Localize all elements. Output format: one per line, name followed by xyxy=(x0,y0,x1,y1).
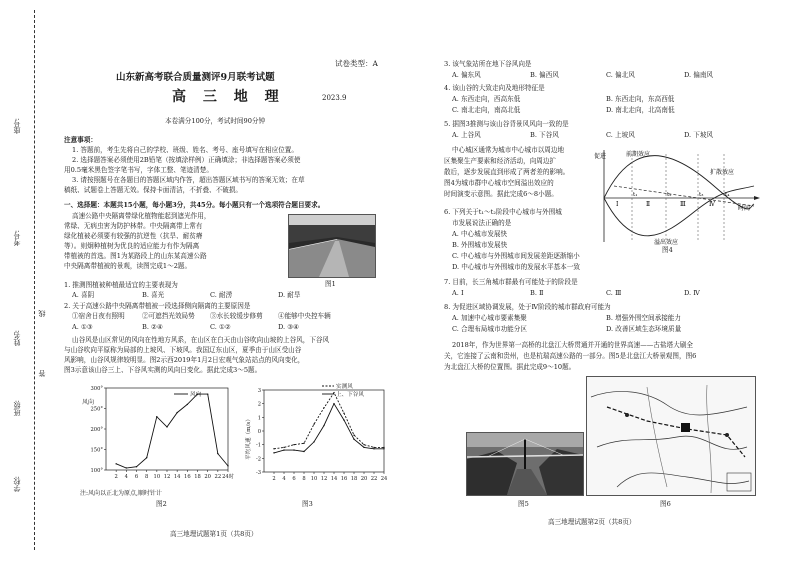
x-tick-label: 14 xyxy=(173,474,181,480)
data-point xyxy=(126,467,127,468)
data-point xyxy=(136,466,137,467)
note-line: 3. 请按照题号在各题目的答题区域内作答，超出答题区域书写的答案无效；在草 xyxy=(72,176,305,184)
q6-option-c: C. 中心城市与外围城市间发展差距逐渐缩小 xyxy=(452,252,580,260)
y-tick-label: 1 xyxy=(257,415,261,422)
y-tick-label: -3 xyxy=(255,470,261,476)
x-tick-label: 10 xyxy=(153,474,161,480)
exam-number-label: 考号: xyxy=(13,230,21,247)
data-point xyxy=(283,447,284,448)
passage4-line: 为北盘江大桥的位置图。据此完成9～10题。 xyxy=(444,363,576,371)
question-7: 7. 目前，长三角城市群最有可能处于的阶段是 xyxy=(444,278,578,286)
q6-option-a: A. 中心城市发展快 xyxy=(452,230,508,238)
y-tick-label: 300° xyxy=(90,386,103,392)
data-point xyxy=(273,452,274,453)
q5-option-c: C. 上坡风 xyxy=(606,131,635,139)
dash-word: 线 xyxy=(38,310,46,317)
question-5: 5. 据图3推测与该山谷背景风风向一致的是 xyxy=(444,120,569,128)
q8-option-b: B. 增强外围空间承接能力 xyxy=(606,314,681,322)
stage-label: Ⅱ xyxy=(646,201,651,208)
figure-3-wind-speed-chart xyxy=(240,378,395,488)
y-tick-label: -1 xyxy=(255,442,261,449)
tick-label: t₁ xyxy=(633,192,638,198)
data-point xyxy=(343,419,344,420)
tick-label: t₂ xyxy=(667,192,672,198)
score-time: 本卷满分100分，考试时间90分钟 xyxy=(165,117,266,125)
note-line: 2. 选择题答案必须使用2B铅笔（按填涂样例）正确填涂；非选择题答案必须使 xyxy=(72,156,301,164)
figure-3-caption: 图3 xyxy=(302,500,313,508)
q8-option-a: A. 加速中心城市要素集聚 xyxy=(452,314,527,322)
y-tick-label: 2 xyxy=(257,401,261,408)
dash-word: 答 xyxy=(38,370,46,377)
figure-1-caption: 图1 xyxy=(325,280,336,288)
effect-curve-lower xyxy=(604,186,754,236)
passage2-line: 风影响，山谷风规律较明显。图2示西2019年1月2日宏观气象站站点的风向变化， xyxy=(64,356,305,364)
plot-frame xyxy=(264,390,384,472)
y-tick-label: 200° xyxy=(90,427,103,433)
series-line xyxy=(274,404,384,453)
passage1-line: 常绿、无病虫害为防护林带。中央隔离带上常有 xyxy=(64,222,203,230)
q2-option-b: B. ②④ xyxy=(142,323,163,331)
q3-option-a: A. 偏东风 xyxy=(452,71,481,79)
legend-label: 上、下谷风 xyxy=(336,392,364,398)
data-point xyxy=(166,426,167,427)
name-label: 姓名: xyxy=(13,330,21,347)
x-tick-label: 10 xyxy=(310,476,318,482)
q1-option-c: C. 耐涝 xyxy=(210,291,233,299)
passage3-line: 时间演变示意图。据此完成6～8小题。 xyxy=(444,190,558,198)
passage4-line: 2018年，作为世界第一高桥的北盘江大桥贯通并开通的世界高速——古盐塔大刷全 xyxy=(452,341,693,349)
q2-statement: ③水长较缓步修剪 xyxy=(210,312,263,320)
x-tick-label: 22 xyxy=(214,474,222,480)
x-axis-label: 时间 xyxy=(738,205,751,212)
data-point xyxy=(333,392,334,393)
data-point xyxy=(313,441,314,442)
legend-label: 风向 xyxy=(190,392,202,398)
passage4-line: 关，它连接了云南和贵州，也是杭瑞高速公路的一部分。图5是北盘江大桥景观图，图6 xyxy=(444,352,697,360)
x-tick-label: 6 xyxy=(134,474,139,480)
data-point xyxy=(323,425,324,426)
passage3-line: 中心城区通常为城市中心城市以周边地 xyxy=(452,146,565,154)
note-line: 用0.5毫米黑色签字笔书写，字体工整、笔迹清楚。 xyxy=(64,166,213,174)
passage2-line: 与山谷吹向平原称为局部的上坡风、下坡风。我国辽东山区，夏季由于山区受山谷 xyxy=(64,346,302,354)
figure-4-caption: 图4 xyxy=(662,246,673,254)
legend-label: 实测风 xyxy=(336,384,353,390)
q4-option-c: C. 南北走向，南高北低 xyxy=(452,106,521,114)
data-point xyxy=(146,457,147,458)
data-point xyxy=(115,463,116,464)
figure-1-highway-photo xyxy=(288,214,376,278)
label-left: 促进 xyxy=(594,153,607,160)
figure-6-location-map xyxy=(586,376,756,496)
q4-option-b: B. 东西走向，东高西低 xyxy=(606,95,675,103)
page-footer-right: 高三地理试题第2页（共8页） xyxy=(548,518,636,526)
plot-frame xyxy=(106,388,228,470)
x-tick-label: 12 xyxy=(163,474,171,480)
data-point xyxy=(323,407,324,408)
question-4: 4. 该山谷的大致走向及地形特征是 xyxy=(444,84,545,92)
seat-number-label: 座号: xyxy=(13,118,21,135)
x-tick-label: 4 xyxy=(124,474,128,480)
q5-option-b: B. 下谷风 xyxy=(530,131,559,139)
passage3-line: 图4为城市群中心城市空间溢出效应的 xyxy=(444,179,554,187)
series-line xyxy=(274,393,384,449)
figure-2-wind-direction-chart xyxy=(78,378,238,486)
q2-statement: ④能够中央控车辆 xyxy=(278,312,331,320)
x-tick-label: 22 xyxy=(370,476,378,482)
q8-option-d: D. 改善区域生态环境质量 xyxy=(606,325,682,333)
data-point xyxy=(353,439,354,440)
tick-label: t₄ xyxy=(725,192,730,198)
class-label: 班级: xyxy=(13,400,21,417)
data-point xyxy=(207,393,208,394)
q5-option-d: D. 下坡风 xyxy=(684,131,714,139)
data-point xyxy=(217,453,218,454)
figure-6-caption: 图6 xyxy=(660,500,671,508)
y-axis-label: 风向 xyxy=(82,399,95,406)
x-tick-label: 8 xyxy=(302,476,306,482)
question-3: 3. 该气象站所在地下谷风向是 xyxy=(444,60,532,68)
label-diffusion: 扩散效应 xyxy=(710,169,735,176)
effect-curve-upper xyxy=(604,156,754,209)
data-point xyxy=(293,444,294,445)
label-spillover: 溢出效应 xyxy=(654,239,679,246)
q2-option-d: D. ③④ xyxy=(278,323,300,331)
stage-label: Ⅰ xyxy=(616,201,619,208)
x-tick-label: 8 xyxy=(145,474,149,480)
data-point xyxy=(373,447,374,448)
data-point xyxy=(363,447,364,448)
question-8: 8. 为促进区域协调发展，处于Ⅳ阶段的城市群政府可能为 xyxy=(444,303,611,311)
x-tick-label: 18 xyxy=(350,476,358,482)
q3-option-d: D. 偏南风 xyxy=(684,71,714,79)
q5-option-a: A. 上谷风 xyxy=(452,131,481,139)
figure-5-caption: 图5 xyxy=(518,500,529,508)
q2-option-c: C. ①② xyxy=(210,323,231,331)
q7-option-b: B. Ⅱ xyxy=(530,289,544,297)
series-line xyxy=(116,394,228,468)
subject-title: 高 三 地 理 xyxy=(172,89,285,105)
q4-option-d: D. 南北走向，北高南低 xyxy=(606,106,675,114)
data-point xyxy=(383,448,384,449)
q3-option-b: B. 偏西风 xyxy=(530,71,559,79)
passage1-line: 高速公路中央隔离带绿化植物能起到遮光作用， xyxy=(72,212,211,220)
data-point xyxy=(313,423,314,424)
note-line: 1. 答题前，考生先将自己的学校、班级、姓名、考号、座号填写在相应位置。 xyxy=(72,146,298,154)
y-tick-label: 250° xyxy=(90,406,103,413)
passage1-line: 绿化植被必须要有较强的抗逆性（抗旱、耐贫瘠 xyxy=(64,232,203,240)
y-tick-label: 0 xyxy=(257,429,261,435)
y-tick-label: 3 xyxy=(257,388,261,394)
tick-label: t₃ xyxy=(699,192,704,198)
data-point xyxy=(333,403,334,404)
q4-option-a: A. 东西走向，西高东低 xyxy=(452,95,521,103)
q7-option-d: D. Ⅳ xyxy=(684,289,700,297)
figure-5-bridge-photo xyxy=(466,432,584,496)
notes-title: 注意事项： xyxy=(64,136,97,144)
q6-option-d: D. 中心城市与外围城市的发展水平基本一致 xyxy=(452,263,580,271)
x-tick-label: 24 xyxy=(380,476,388,482)
data-point xyxy=(363,444,364,445)
passage1-line: 带植被的首选。图1为某路段上的山东某高速公路 xyxy=(64,252,207,260)
y-tick-label: 100° xyxy=(90,468,103,474)
x-tick-label: 4 xyxy=(282,476,286,482)
data-point xyxy=(383,447,384,448)
section1-heading: 一、选择题：本题共15小题，每小题3分，共45分。每小题只有一个选项符合题目要求。 xyxy=(64,201,325,209)
y-axis-label: 平均风速（m/s） xyxy=(246,416,252,460)
page-footer-left: 高三地理试题第1页（共8页） xyxy=(170,530,258,538)
q2-option-a: A. ①③ xyxy=(72,323,93,331)
q7-option-c: C. Ⅲ xyxy=(606,289,622,297)
passage3-line: 区集聚生产要素和经济活动，向周边扩 xyxy=(444,157,557,165)
y-tick-label: 150° xyxy=(90,447,103,454)
passage2-line: 山谷风是山区常见的风向在性地方风系，在山区在白天由山谷吹向山坡的上谷风，下谷风 xyxy=(72,336,330,344)
data-point xyxy=(227,465,228,466)
figure-2-note: 注:风向以正北为原点,顺时针计 xyxy=(80,490,162,497)
note-line: 稿纸、试题卷上答题无效。保持卡面清洁，不折叠、不破损。 xyxy=(64,186,243,194)
data-point xyxy=(176,412,177,413)
question-6-cont: 市发展说法正确的是 xyxy=(452,219,512,227)
passage1-line: 等）。则炯种植树为优良的适应能力有作为隔离 xyxy=(64,242,200,250)
data-point xyxy=(303,451,304,452)
question-1: 1. 推测图植被种植最适宜的主要表现为 xyxy=(64,281,178,289)
label-top: 前期效应 xyxy=(626,151,651,158)
data-point xyxy=(293,449,294,450)
data-point xyxy=(373,448,374,449)
figure-2-caption: 图2 xyxy=(156,500,167,508)
y-tick-label: -2 xyxy=(255,456,261,463)
x-tick-label: 2 xyxy=(114,474,118,480)
x-tick-label: 16 xyxy=(340,476,348,482)
data-point xyxy=(156,416,157,417)
data-point xyxy=(343,413,344,414)
data-point xyxy=(303,443,304,444)
x-axis-arrow xyxy=(754,196,760,200)
exam-title: 山东新高考联合质量测评9月联考试题 xyxy=(116,72,275,83)
passage2-line: 图3示意该山谷三上、下谷风实测的风向日变化。据此完成3～5题。 xyxy=(64,366,262,374)
data-point xyxy=(353,434,354,435)
x-tick-label: 24时 xyxy=(222,474,234,480)
stage-label: Ⅳ xyxy=(709,201,715,208)
passage3-line: 散后，逐步发展直到形成了两者差的影响。 xyxy=(444,168,570,176)
q1-option-a: A. 喜阴 xyxy=(72,291,95,299)
x-tick-label: 6 xyxy=(292,476,296,482)
q1-option-b: B. 喜光 xyxy=(142,291,165,299)
x-tick-label: 12 xyxy=(320,476,328,482)
question-6: 6. 下列关于t₁～t₂阶段中心城市与外围城 xyxy=(444,208,562,216)
exam-date: 2023.9 xyxy=(322,94,347,102)
x-tick-label: 20 xyxy=(204,474,211,480)
paper-type: 试卷类型：A xyxy=(335,59,378,68)
stage-label: Ⅲ xyxy=(680,201,686,208)
binding-dashed-line xyxy=(34,10,36,550)
data-point xyxy=(273,448,274,449)
q2-statement: ①宿舍日夜有照明 xyxy=(72,312,125,320)
x-tick-label: 14 xyxy=(330,476,338,482)
figure-4-spillover-diagram xyxy=(594,146,764,246)
school-label: 学校: xyxy=(13,476,21,493)
data-point xyxy=(187,404,188,405)
x-tick-label: 2 xyxy=(272,476,276,482)
x-tick-label: 18 xyxy=(194,474,201,480)
x-tick-label: 20 xyxy=(360,476,368,482)
data-point xyxy=(283,449,284,450)
passage1-line: 中央隔离带植被的景观，读图完成1～2题。 xyxy=(64,262,192,270)
q8-option-c: C. 合理布局城市功能分区 xyxy=(452,325,527,333)
q2-statement: ②可遮挡光效局势 xyxy=(142,312,195,320)
q7-option-a: A. Ⅰ xyxy=(452,289,464,297)
q1-option-d: D. 耐旱 xyxy=(278,291,301,299)
x-tick-label: 16 xyxy=(184,474,191,480)
q6-option-b: B. 外围城市发展快 xyxy=(452,241,508,249)
question-2: 2. 关于高速公路中央隔离带植被一段选择侧向隔离的主要原因是 xyxy=(64,302,251,310)
q3-option-c: C. 偏北风 xyxy=(606,71,635,79)
